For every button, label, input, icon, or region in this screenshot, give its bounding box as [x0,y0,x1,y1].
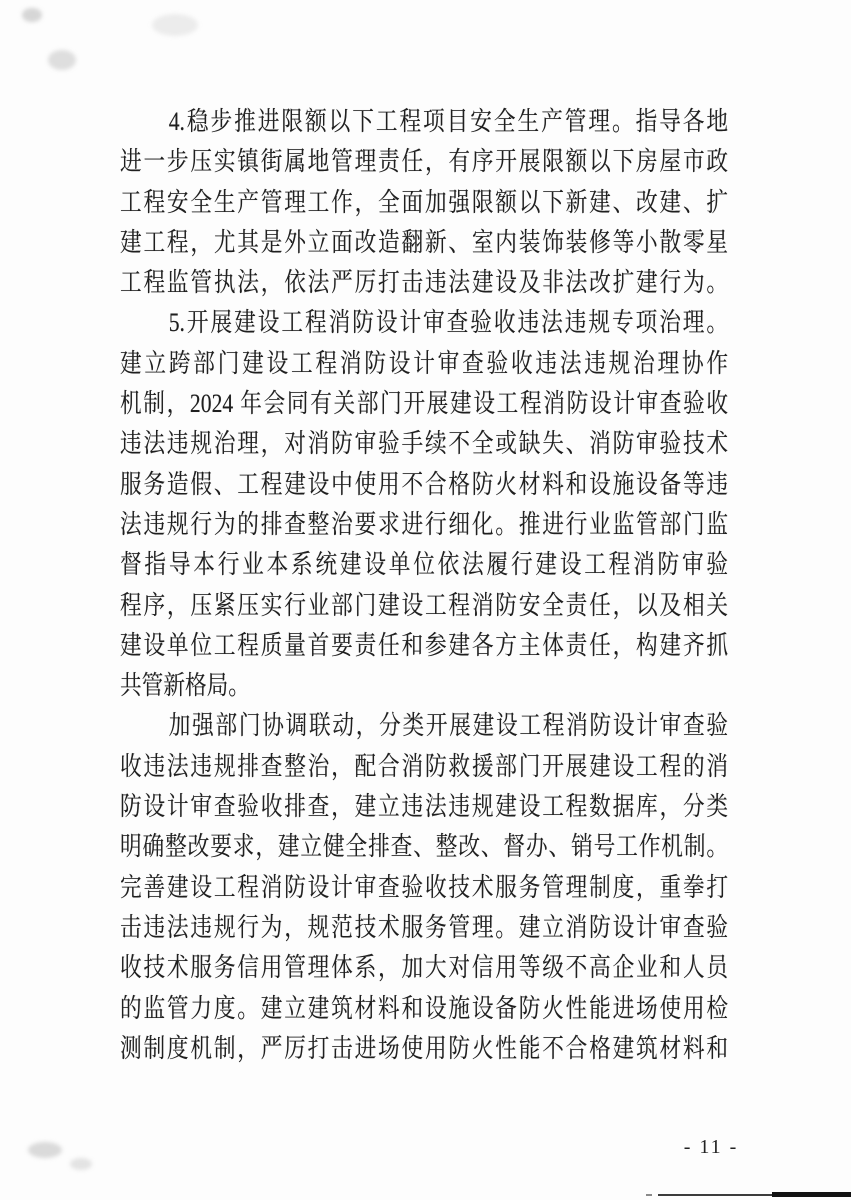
text-line: 4.稳步推进限额以下工程项目安全生产管理。指导各地 [168,107,729,136]
text-line: 程序，压紧压实行业部门建设工程消防安全责任，以及相关 [120,590,729,620]
scan-artifact-line-dark [772,1192,851,1197]
text-line: 机制，2024 年会同有关部门开展建设工程消防设计审查验收 [120,389,729,419]
text-line: 建设单位工程质量首要责任和参建各方主体责任，构建齐抓 [120,630,729,660]
text-line: 建立跨部门建设工程消防设计审查验收违法违规治理协作 [120,348,729,378]
text-line: 违法违规治理，对消防审验手续不全或缺失、消防审验技术 [120,429,729,459]
text-line: 防设计审查验收排查，建立违法违规建设工程数据库，分类 [120,792,729,822]
scan-smudge [28,1142,62,1158]
scan-smudge [22,8,42,22]
text-line: 建工程，尤其是外立面改造翻新、室内装饰装修等小散零星 [120,227,729,257]
text-line: 法违规行为的排查整治要求进行细化。推进行业监管部门监 [120,509,729,539]
scan-smudge [152,14,198,36]
text-line: 工程安全生产管理工作，全面加强限额以下新建、改建、扩 [120,187,729,217]
scan-smudge [70,1158,92,1170]
text-line: 收技术服务信用管理体系，加大对信用等级不高企业和人员 [120,953,729,983]
text-line: 完善建设工程消防设计审查验收技术服务管理制度，重拳打 [120,872,729,902]
text-line: 工程监管执法，依法严厉打击违法建设及非法改扩建行为。 [120,268,729,298]
text-line: 的监管力度。建立建筑材料和设施设备防火性能进场使用检 [120,993,729,1023]
text-line: 5.开展建设工程消防设计审查验收违法违规专项治理。 [168,308,729,338]
text-line: 督指导本行业本系统建设单位依法履行建设工程消防审验 [120,550,729,580]
text-line: 进一步压实镇街属地管理责任，有序开展限额以下房屋市政 [120,147,729,177]
text-line: 测制度机制，严厉打击进场使用防火性能不合格建筑材料和 [120,1033,729,1063]
scan-smudge [48,50,76,70]
text-line: 共管新格局。 [120,671,250,701]
page-number: - 11 - [683,1136,739,1158]
text-line: 明确整改要求，建立健全排查、整改、督办、销号工作机制。 [120,832,729,862]
document-body [120,102,850,1069]
text-line: 加强部门协调联动，分类开展建设工程消防设计审查验 [168,711,729,741]
scan-artifact-speckle [646,1194,652,1196]
text-line: 服务造假、工程建设中使用不合格防火材料和设施设备等违 [120,469,729,499]
text-line: 击违法违规行为，规范技术服务管理。建立消防设计审查验 [120,912,729,942]
text-line: 收违法违规排查整治，配合消防救援部门开展建设工程的消 [120,751,729,781]
